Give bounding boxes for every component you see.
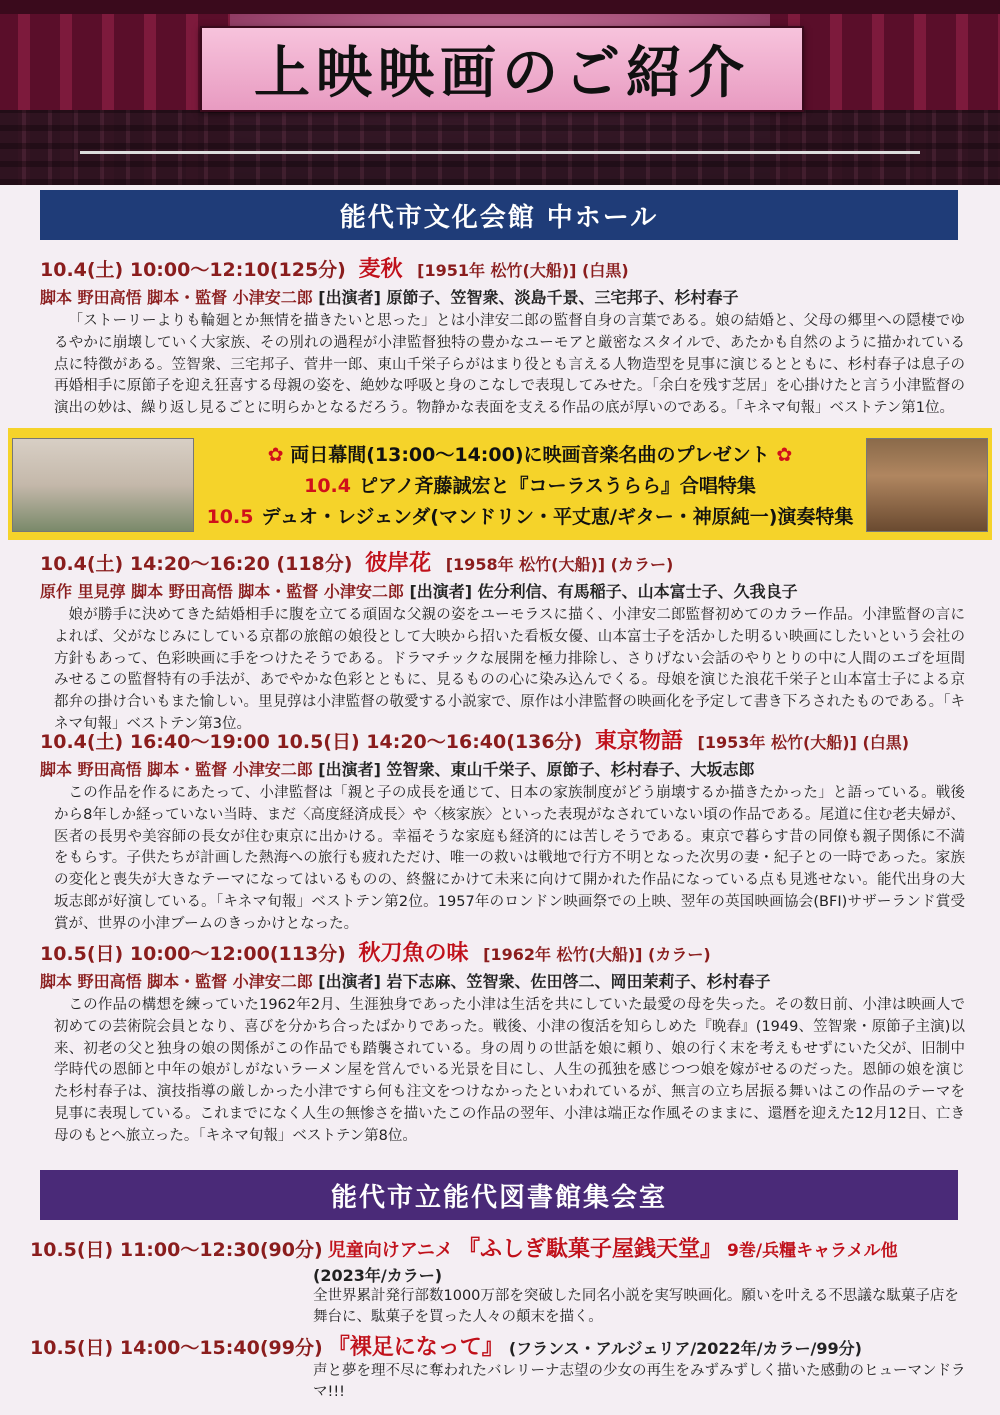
film-bakushu (40, 252, 965, 420)
film-meta: [1958年 松竹(大船)] (カラー) (445, 555, 674, 574)
venue-bar-library (40, 1170, 958, 1220)
library-screening-zenitendo (30, 1232, 970, 1328)
film-credits-staff: 脚本 野田高悟 脚本・監督 小津安二郎 (40, 760, 313, 779)
film-credits (40, 579, 965, 602)
film-credits-cast: [出演者] 笠智衆、東山千栄子、原節子、杉村春子、大坂志郎 (318, 760, 755, 779)
film-sanma-no-aji (40, 936, 965, 1148)
film-credits (40, 285, 965, 308)
film-description: この作品を作るにあたって、小津監督は「親と子の成長を通じて、日本の家族制度がどう崩壊するか描きたかった」と語っている。戦後から8年しか経っていない当時、まだ〈高度経済成長〉や〈核家族〉といった表現がなされていない頃の作品である。尾道に住む老夫婦が、医者の長男や美容師の長女が住む東京に出かける。幸福そうな家庭も経済的には苦しそうである。東京で暮らす昔の同僚も親子関係に不満をもらす。子供たちが計画した熱海への旅行も疲れただけ、唯一の救いは戦地で行方不明となった次男の妻・紀子との一時であった。家族の変化と喪失が大きなテーマになってはいるものの、終盤にかけて未来に向けて開かれた作品になっている点も見逃せない。能代出身の大坂志郎が好演している。「キネマ旬報」ベストテン第2位。1957年のロンドン映画祭での上映、翌年の英国映画協会(BFI)サザーランド賞受賞が、世界の小津ブームのきっかけとなった。 (54, 785, 965, 932)
title-box (200, 26, 804, 112)
page-title: 上映映画のご紹介 (254, 41, 750, 106)
screening-category: 児童向けアニメ (327, 1240, 453, 1261)
film-description: 娘が勝手に決めてきた結婚相手に腹を立てる頑固な父親の姿をユーモラスに描く、小津安二郎監督初めてのカラー作品。小津監督の言によれば、父がなじみにしている京都の旅館の娘役として大映から招いた看板女優、山本富士子を活かした明るい映画にしたいという会社の方針もあって、色彩映画に手をつけたそうである。ドラマチックな展開を極力排除し、さりげない会話のやりとりの中に人間のエゴを垣間みせるこの監督特有の手法が、あでやかな色彩とともに、見るものの心に染み込んでくる。母娘を演じた浪花千栄子と山本富士子による京都弁の掛け合いもまた愉しい。里見弴は小津監督の敬愛する小説家で、原作は小津監督の映画化を予定して書き下ろされたものである。「キネマ旬報」ベストテン第3位。 (54, 607, 965, 732)
film-header (40, 724, 965, 755)
film-title: 秋刀魚の味 (358, 941, 469, 966)
venue-name: 能代市文化会館 中ホール (339, 202, 659, 233)
banner-lines (198, 440, 862, 529)
venue-bar-bunka-kaikan (40, 190, 958, 240)
banner-line-2 (198, 471, 862, 498)
film-credits-staff: 脚本 野田高悟 脚本・監督 小津安二郎 (40, 288, 313, 307)
theater-seats (0, 110, 1000, 185)
film-header (40, 546, 965, 577)
library-screening-hadashi (30, 1330, 970, 1403)
screening-extra: 9巻/兵糧キャラメル他 (727, 1241, 898, 1261)
film-credits-cast: [出演者] 原節子、笠智衆、淡島千景、三宅邦子、杉村春子 (318, 288, 739, 307)
screening-body (313, 1263, 970, 1328)
flower-icon: ✿ (267, 444, 284, 466)
header-theater (0, 0, 1000, 185)
screening-time: 10.5(日) 11:00～12:30(90分) (30, 1239, 323, 1261)
film-credits-cast: [出演者] 佐分利信、有馬稲子、山本富士子、久我良子 (409, 582, 798, 601)
flower-icon: ✿ (776, 444, 793, 466)
film-title: 彼岸花 (365, 551, 432, 576)
screening-header (30, 1330, 970, 1361)
screening-header (30, 1232, 970, 1263)
film-higanbana (40, 546, 965, 736)
film-credits-staff: 原作 里見弴 脚本 野田高悟 脚本・監督 小津安二郎 (40, 582, 404, 601)
film-header (40, 936, 965, 967)
screening-description: 全世界累計発行部数1000万部を突破した同名小説を実写映画化。願いを叶える不思議な駄菓子店を舞台に、駄菓子を買った人々の顛末を描く。 (313, 1288, 959, 1325)
film-time: 10.4(土) 16:40～19:00 10.5(日) 14:20～16:40(136分) (40, 731, 583, 753)
film-title: 麦秋 (358, 257, 403, 282)
stage-line (80, 151, 920, 154)
duo-photo (866, 438, 988, 532)
banner-line-3 (198, 502, 862, 529)
screening-description: 声と夢を理不尽に奪われたバレリーナ志望の少女の再生をみずみずしく描いた感動のヒューマンドラマ!!! (313, 1363, 966, 1400)
film-credits (40, 757, 965, 780)
film-header (40, 252, 965, 283)
film-time: 10.4(土) 14:20～16:20 (118分) (40, 553, 353, 575)
choir-photo (12, 438, 194, 532)
film-time: 10.4(土) 10:00～12:10(125分) (40, 259, 346, 281)
venue-name: 能代市立能代図書館集会室 (330, 1182, 667, 1213)
screening-time: 10.5(日) 14:00～15:40(99分) (30, 1337, 323, 1359)
film-credits-staff: 脚本 野田高悟 脚本・監督 小津安二郎 (40, 972, 313, 991)
banner-program: デュオ・レジェンダ(マンドリン・平丈恵/ギター・神原純一)演奏特集 (261, 506, 854, 528)
film-description: 「ストーリーよりも輪廻とか無情を描きたいと思った」とは小津安二郎の監督自身の言葉である。娘の結婚と、父母の郷里への隠棲でゆるやかに崩壊していく大家族、その別れの過程が小津監督独特の豊かなユーモアと厳密なスタイルで、あたかも自然のように描かれている点に特徴がある。笠智衆、三宅邦子、菅井一郎、東山千栄子らがはまり役とも言える人物造型を見事に演じるとともに、杉村春子は息子の再婚相手に原節子を迎え狂喜する母親の姿を、絶妙な呼吸と身のこなしで表現してみせた。「余白を残す芝居」を心掛けたと言う小津監督の演出の妙は、繰り返し見るごとに明らかとなるだろう。物静かな表面を支える作品の底が厚いのである。「キネマ旬報」ベストテン第1位。 (54, 313, 965, 417)
banner-line-1 (198, 440, 862, 467)
screening-title: 『ふしぎ駄菓子屋銭天堂』 (457, 1237, 722, 1262)
film-tokyo-monogatari (40, 724, 965, 936)
film-time: 10.5(日) 10:00～12:00(113分) (40, 943, 346, 965)
curtain-valance (0, 0, 1000, 14)
banner-date: 10.5 (206, 506, 254, 528)
screening-body (313, 1361, 970, 1403)
film-title: 東京物語 (594, 729, 683, 754)
banner-intermission-text: 両日幕間(13:00～14:00)に映画音楽名曲のプレゼント (290, 444, 770, 466)
screening-sub: (フランス・アルジェリア/2022年/カラー/99分) (508, 1339, 862, 1358)
screening-title: 『裸足になって』 (327, 1335, 504, 1360)
film-meta: [1953年 松竹(大船)] (白黒) (697, 733, 910, 752)
concert-banner (8, 428, 992, 540)
screening-sub: (2023年/カラー) (313, 1266, 443, 1285)
film-meta: [1951年 松竹(大船)] (白黒) (417, 261, 629, 280)
banner-date: 10.4 (304, 475, 351, 497)
film-meta: [1962年 松竹(大船)] (カラー) (483, 945, 711, 964)
banner-program: ピアノ斉藤誠宏と『コーラスうらら』合唱特集 (358, 475, 756, 497)
film-credits-cast: [出演者] 岩下志麻、笠智衆、佐田啓二、岡田茉莉子、杉村春子 (318, 972, 771, 991)
film-description: この作品の構想を練っていた1962年2月、生涯独身であった小津は生活を共にしていた最愛の母を失った。その数日前、小津は映画人で初めての芸術院会員となり、喜びを分かち合ったばかりであった。戦後、小津の復活を知らしめた『晩春』(1949、笠智衆・原節子主演)以来、初老の父と独身の娘の関係がこの作品でも踏襲されている。身の周りの世話を娘に頼り、娘の行く末を考えもせずにいた父が、旧制中学時代の恩師と中年の娘がしがないラーメン屋を営んでいる光景を目にし、人生の孤独を感じつつ娘を嫁がせるのだった。恩師の娘を演じた杉村春子は、演技指導の厳しかった小津ですら何も注文をつけなかったといわれているが、無言の立ち居振る舞いはこの作品のテーマを見事に表現している。これまでになく人生の無惨さを描いたこの作品の翌年、小津は端正な作風そのままに、還暦を迎えた12月12日、亡き母のもとへ旅立った。「キネマ旬報」ベストテン第8位。 (54, 997, 965, 1144)
film-credits (40, 969, 965, 992)
